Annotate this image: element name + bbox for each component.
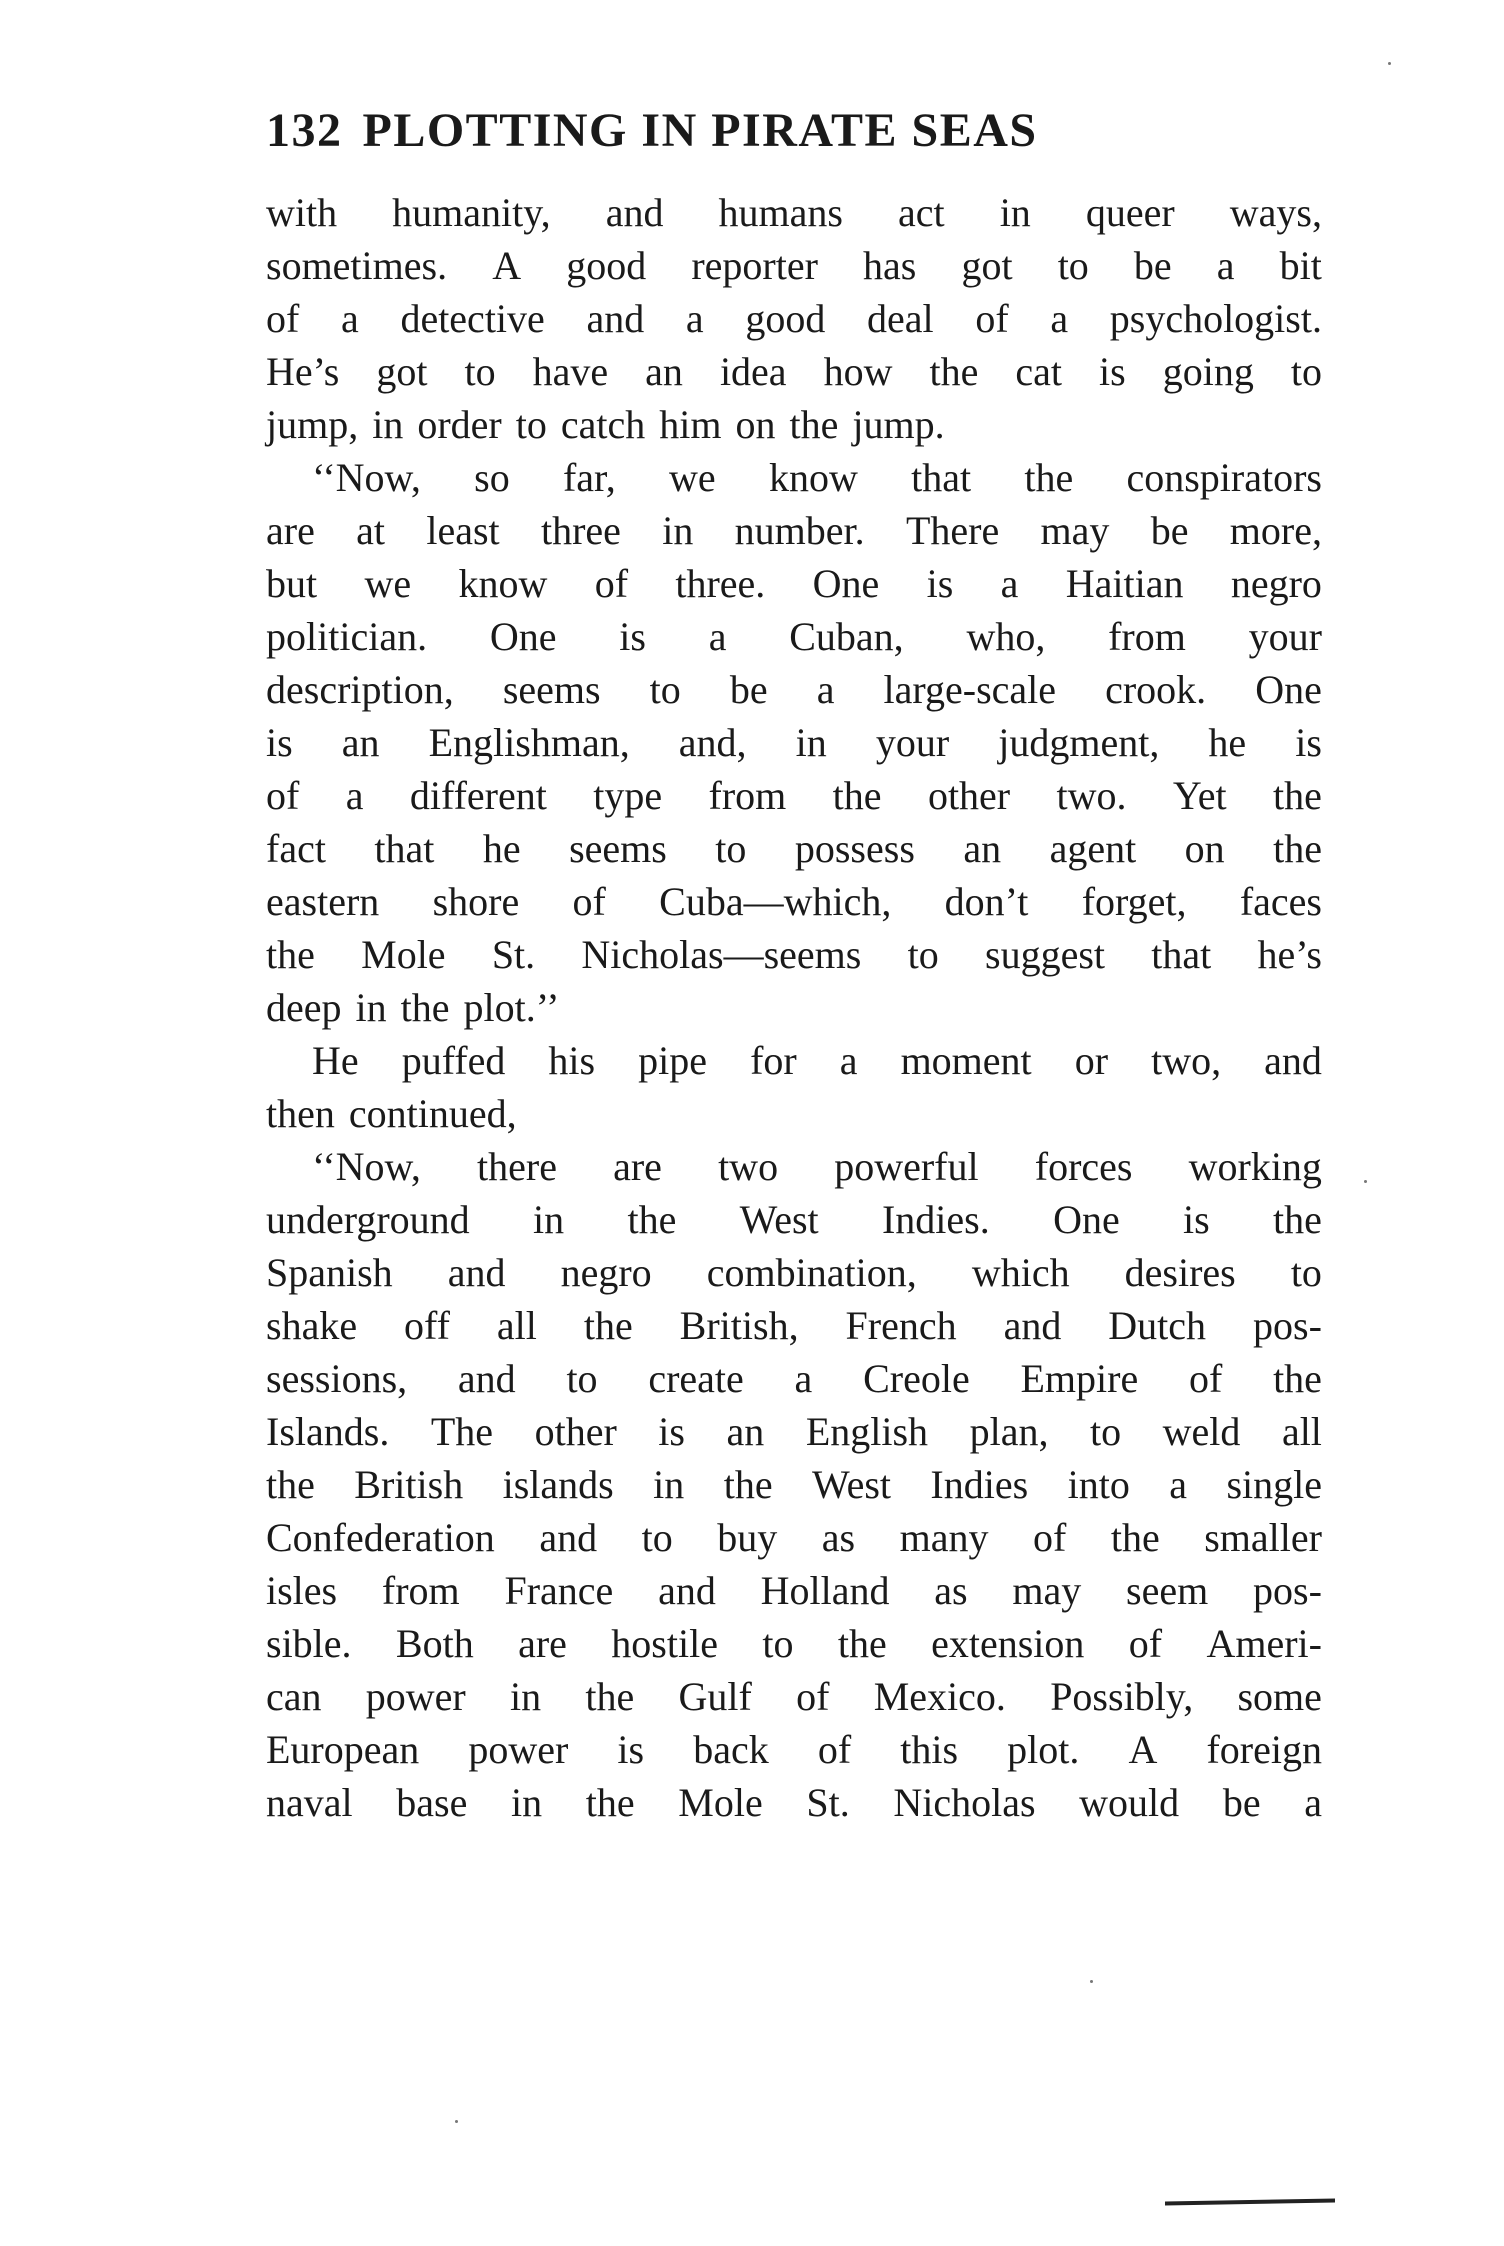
text-line: sible. Both are hostile to the extension of Ameri- (266, 1621, 1322, 1666)
text-line: is an Englishman, and, in your judgment, he is (266, 720, 1322, 765)
text-line: are at least three in number. There may be more, (266, 508, 1322, 553)
speck (1388, 62, 1391, 65)
book-title: PLOTTING IN PIRATE SEAS (362, 104, 1038, 157)
text-line: He’s got to have an idea how the cat is going to (266, 349, 1322, 394)
text-line: of a different type from the other two. Yet the (266, 773, 1322, 818)
text-line: of a detective and a good deal of a psychologist. (266, 296, 1322, 341)
text-line: fact that he seems to possess an agent on the (266, 826, 1322, 871)
text-line: naval base in the Mole St. Nicholas would be a (266, 1780, 1322, 1825)
page-number: 132 (266, 104, 343, 157)
text-line: politician. One is a Cuban, who, from your (266, 614, 1322, 659)
bottom-rule (1165, 2199, 1335, 2206)
speck (455, 2120, 458, 2123)
running-head (266, 98, 1326, 164)
text-line: European power is back of this plot. A foreign (266, 1727, 1322, 1772)
text-line: ‘‘Now, so far, we know that the conspirators (312, 455, 1322, 500)
text-line: Confederation and to buy as many of the smaller (266, 1515, 1322, 1560)
text-line: the Mole St. Nicholas—seems to suggest that he’s (266, 932, 1322, 977)
text-line: underground in the West Indies. One is the (266, 1197, 1322, 1242)
text-line: can power in the Gulf of Mexico. Possibly, some (266, 1674, 1322, 1719)
text-line: sometimes. A good reporter has got to be a bit (266, 243, 1322, 288)
text-line: the British islands in the West Indies into a single (266, 1462, 1322, 1507)
text-line: then continued, (266, 1091, 517, 1136)
text-line: sessions, and to create a Creole Empire of the (266, 1356, 1322, 1401)
speck (1364, 1180, 1367, 1183)
text-line: Islands. The other is an English plan, to weld all (266, 1409, 1322, 1454)
text-line: description, seems to be a large-scale crook. One (266, 667, 1322, 712)
text-line: Spanish and negro combination, which desires to (266, 1250, 1322, 1295)
text-line: He puffed his pipe for a moment or two, and (312, 1038, 1322, 1083)
text-line: ‘‘Now, there are two powerful forces working (312, 1144, 1322, 1189)
text-line: shake off all the British, French and Dutch pos- (266, 1303, 1322, 1348)
text-line: jump, in order to catch him on the jump. (266, 402, 945, 447)
text-line: eastern shore of Cuba—which, don’t forget, faces (266, 879, 1322, 924)
text-line: isles from France and Holland as may seem pos- (266, 1568, 1322, 1613)
text-line: with humanity, and humans act in queer ways, (266, 190, 1322, 235)
speck (1090, 1980, 1093, 1983)
text-line: deep in the plot.’’ (266, 985, 560, 1030)
text-line: but we know of three. One is a Haitian negro (266, 561, 1322, 606)
